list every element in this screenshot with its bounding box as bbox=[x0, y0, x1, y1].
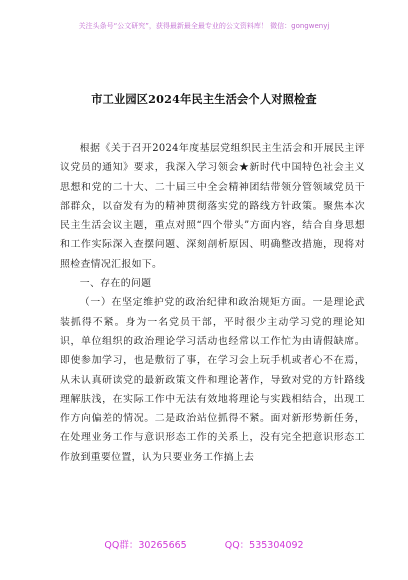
footer-contact bbox=[0, 537, 408, 551]
footer-qq-group: QQ群：30265665 bbox=[104, 540, 187, 551]
footer-qq-number: QQ：535304092 bbox=[224, 540, 304, 551]
section-paragraph: （一）在坚定维护党的政治纪律和政治规矩方面。一是理论武装抓得不紧。身为一名党员干部，平时很少主动学习党的理论知识，单位组织的政治理论学习活动也经常以工作忙为由请假缺席。即使参加学习，也是敷衍了事，在学习会上玩手机或者心不在焉，从未认真研读党的最新政策文件和理论著作，导致对党的方针路线理解肤浅，在实际工作中无法有效地将理论与实践相结合，出现工作方向偏差的情况。二是政治站位抓得不紧。面对新形势新任务，在处理业务工作与意识形态工作的关系上，没有完全把意识形态工作放到重要位置，认为只要业务工作搞上去 bbox=[60, 297, 365, 463]
header-banner: 关注头条号“公文研究”，获得最新最全最专业的公文资料库！ 微信：gongwenyj bbox=[78, 22, 330, 30]
section-heading: 一、存在的问题 bbox=[79, 278, 152, 290]
intro-paragraph: 根据《关于召开2024年度基层党组织民主生活会和开展民主评议党员的通知》要求，我深入学习领会★新时代中国特色社会主义思想和党的二十大、二十届三中全会精神团结带领分管领域党员干部群众，以奋发有为的精神贯彻落实党的路线方针政策。聚焦本次民主生活会议主题，重点对照“四个带头”方面内容，结合自身思想和工作实际深入查摆问题、深刻剖析原因、明确整改措施，现将对照检查情况汇报如下。 bbox=[60, 143, 365, 270]
document-body bbox=[60, 139, 365, 467]
document-title: 市工业园区2024年民主生活会个人对照检查 bbox=[91, 92, 317, 106]
